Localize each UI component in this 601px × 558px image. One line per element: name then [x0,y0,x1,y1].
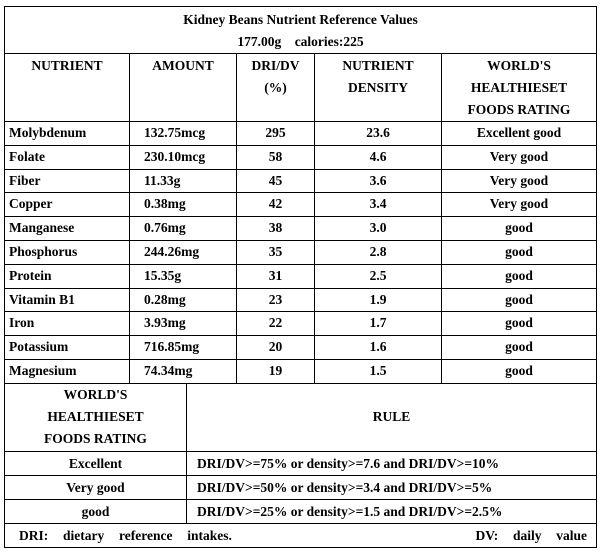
table-subtitle: 177.00g calories:225 [237,34,364,49]
nutrient-density: 4.6 [315,145,442,169]
rules-header-rating: WORLD'S HEALTHIESET FOODS RATING [5,383,187,451]
nutrient-density: 2.8 [315,240,442,264]
footer-cell [5,523,597,547]
table-row [5,312,597,336]
nutrient-name: Fiber [5,169,130,193]
table-row [5,264,597,288]
nutrient-density: 3.6 [315,169,442,193]
nutrient-rating: Very good [442,145,597,169]
nutrient-density: 1.6 [315,336,442,360]
nutrient-density: 1.9 [315,288,442,312]
table-row [5,359,597,383]
rules-header-rule: RULE [187,383,597,451]
rule-row [5,451,597,475]
nutrient-name: Magnesium [5,359,130,383]
nutrient-rating: good [442,264,597,288]
nutrient-dri: 31 [237,264,315,288]
nutrient-density: 3.0 [315,217,442,241]
nutrient-amount: 0.38mg [130,193,237,217]
table-title-cell [5,7,597,54]
nutrient-name: Folate [5,145,130,169]
nutrient-amount: 15.35g [130,264,237,288]
nutrient-rating: good [442,359,597,383]
nutrient-name: Manganese [5,217,130,241]
nutrient-rating: good [442,288,597,312]
table-row [5,169,597,193]
header-rating: WORLD'S HEALTHIESET FOODS RATING [442,54,597,122]
nutrient-amount: 3.93mg [130,312,237,336]
nutrient-name: Molybdenum [5,122,130,146]
nutrient-dri: 22 [237,312,315,336]
nutrient-density: 1.7 [315,312,442,336]
nutrient-amount: 230.10mcg [130,145,237,169]
nutrient-rating: Very good [442,193,597,217]
nutrient-dri: 38 [237,217,315,241]
rule-row [5,499,597,523]
header-amount: AMOUNT [130,54,237,122]
table-row [5,240,597,264]
rule-text: DRI/DV>=25% or density>=1.5 and DRI/DV>=2.5% [187,499,597,523]
nutrient-dri: 35 [237,240,315,264]
nutrient-rating: good [442,240,597,264]
nutrient-name: Iron [5,312,130,336]
nutrient-density: 23.6 [315,122,442,146]
nutrient-name: Phosphorus [5,240,130,264]
nutrient-table-wrapper [4,6,596,548]
nutrient-rating: good [442,312,597,336]
table-row [5,288,597,312]
nutrient-name: Potassium [5,336,130,360]
header-nutrient: NUTRIENT [5,54,130,122]
table-row [5,122,597,146]
table-row [5,145,597,169]
nutrient-density: 1.5 [315,359,442,383]
table-header-row [5,54,597,122]
nutrient-dri: 42 [237,193,315,217]
nutrient-amount: 11.33g [130,169,237,193]
rule-rating: Very good [5,475,187,499]
nutrient-rating: Very good [442,169,597,193]
nutrient-dri: 23 [237,288,315,312]
header-density: NUTRIENT DENSITY [315,54,442,122]
footer-dri-note: DRI: dietary reference intakes. [19,527,232,543]
rules-header-row [5,383,597,451]
nutrient-amount: 0.76mg [130,217,237,241]
nutrient-rating: Excellent good [442,122,597,146]
table-row [5,336,597,360]
table-row [5,217,597,241]
rule-rating: good [5,499,187,523]
nutrient-density: 2.5 [315,264,442,288]
nutrient-dri: 295 [237,122,315,146]
rule-text: DRI/DV>=50% or density>=3.4 and DRI/DV>=5% [187,475,597,499]
nutrient-amount: 74.34mg [130,359,237,383]
header-dri: DRI/DV (%) [237,54,315,122]
nutrient-dri: 19 [237,359,315,383]
nutrient-rating: good [442,217,597,241]
nutrient-amount: 244.26mg [130,240,237,264]
nutrient-amount: 0.28mg [130,288,237,312]
rule-text: DRI/DV>=75% or density>=7.6 and DRI/DV>=10% [187,451,597,475]
nutrient-amount: 716.85mg [130,336,237,360]
footer-dv-note: DV: daily value [475,527,587,543]
nutrient-amount: 132.75mcg [130,122,237,146]
nutrient-density: 3.4 [315,193,442,217]
nutrient-name: Copper [5,193,130,217]
nutrient-dri: 58 [237,145,315,169]
nutrient-dri: 45 [237,169,315,193]
rule-row [5,475,597,499]
nutrient-name: Vitamin B1 [5,288,130,312]
table-row [5,193,597,217]
nutrient-dri: 20 [237,336,315,360]
nutrient-rating: good [442,336,597,360]
table-title: Kidney Beans Nutrient Reference Values [183,12,418,27]
nutrient-table [4,6,597,548]
rule-rating: Excellent [5,451,187,475]
nutrient-name: Protein [5,264,130,288]
